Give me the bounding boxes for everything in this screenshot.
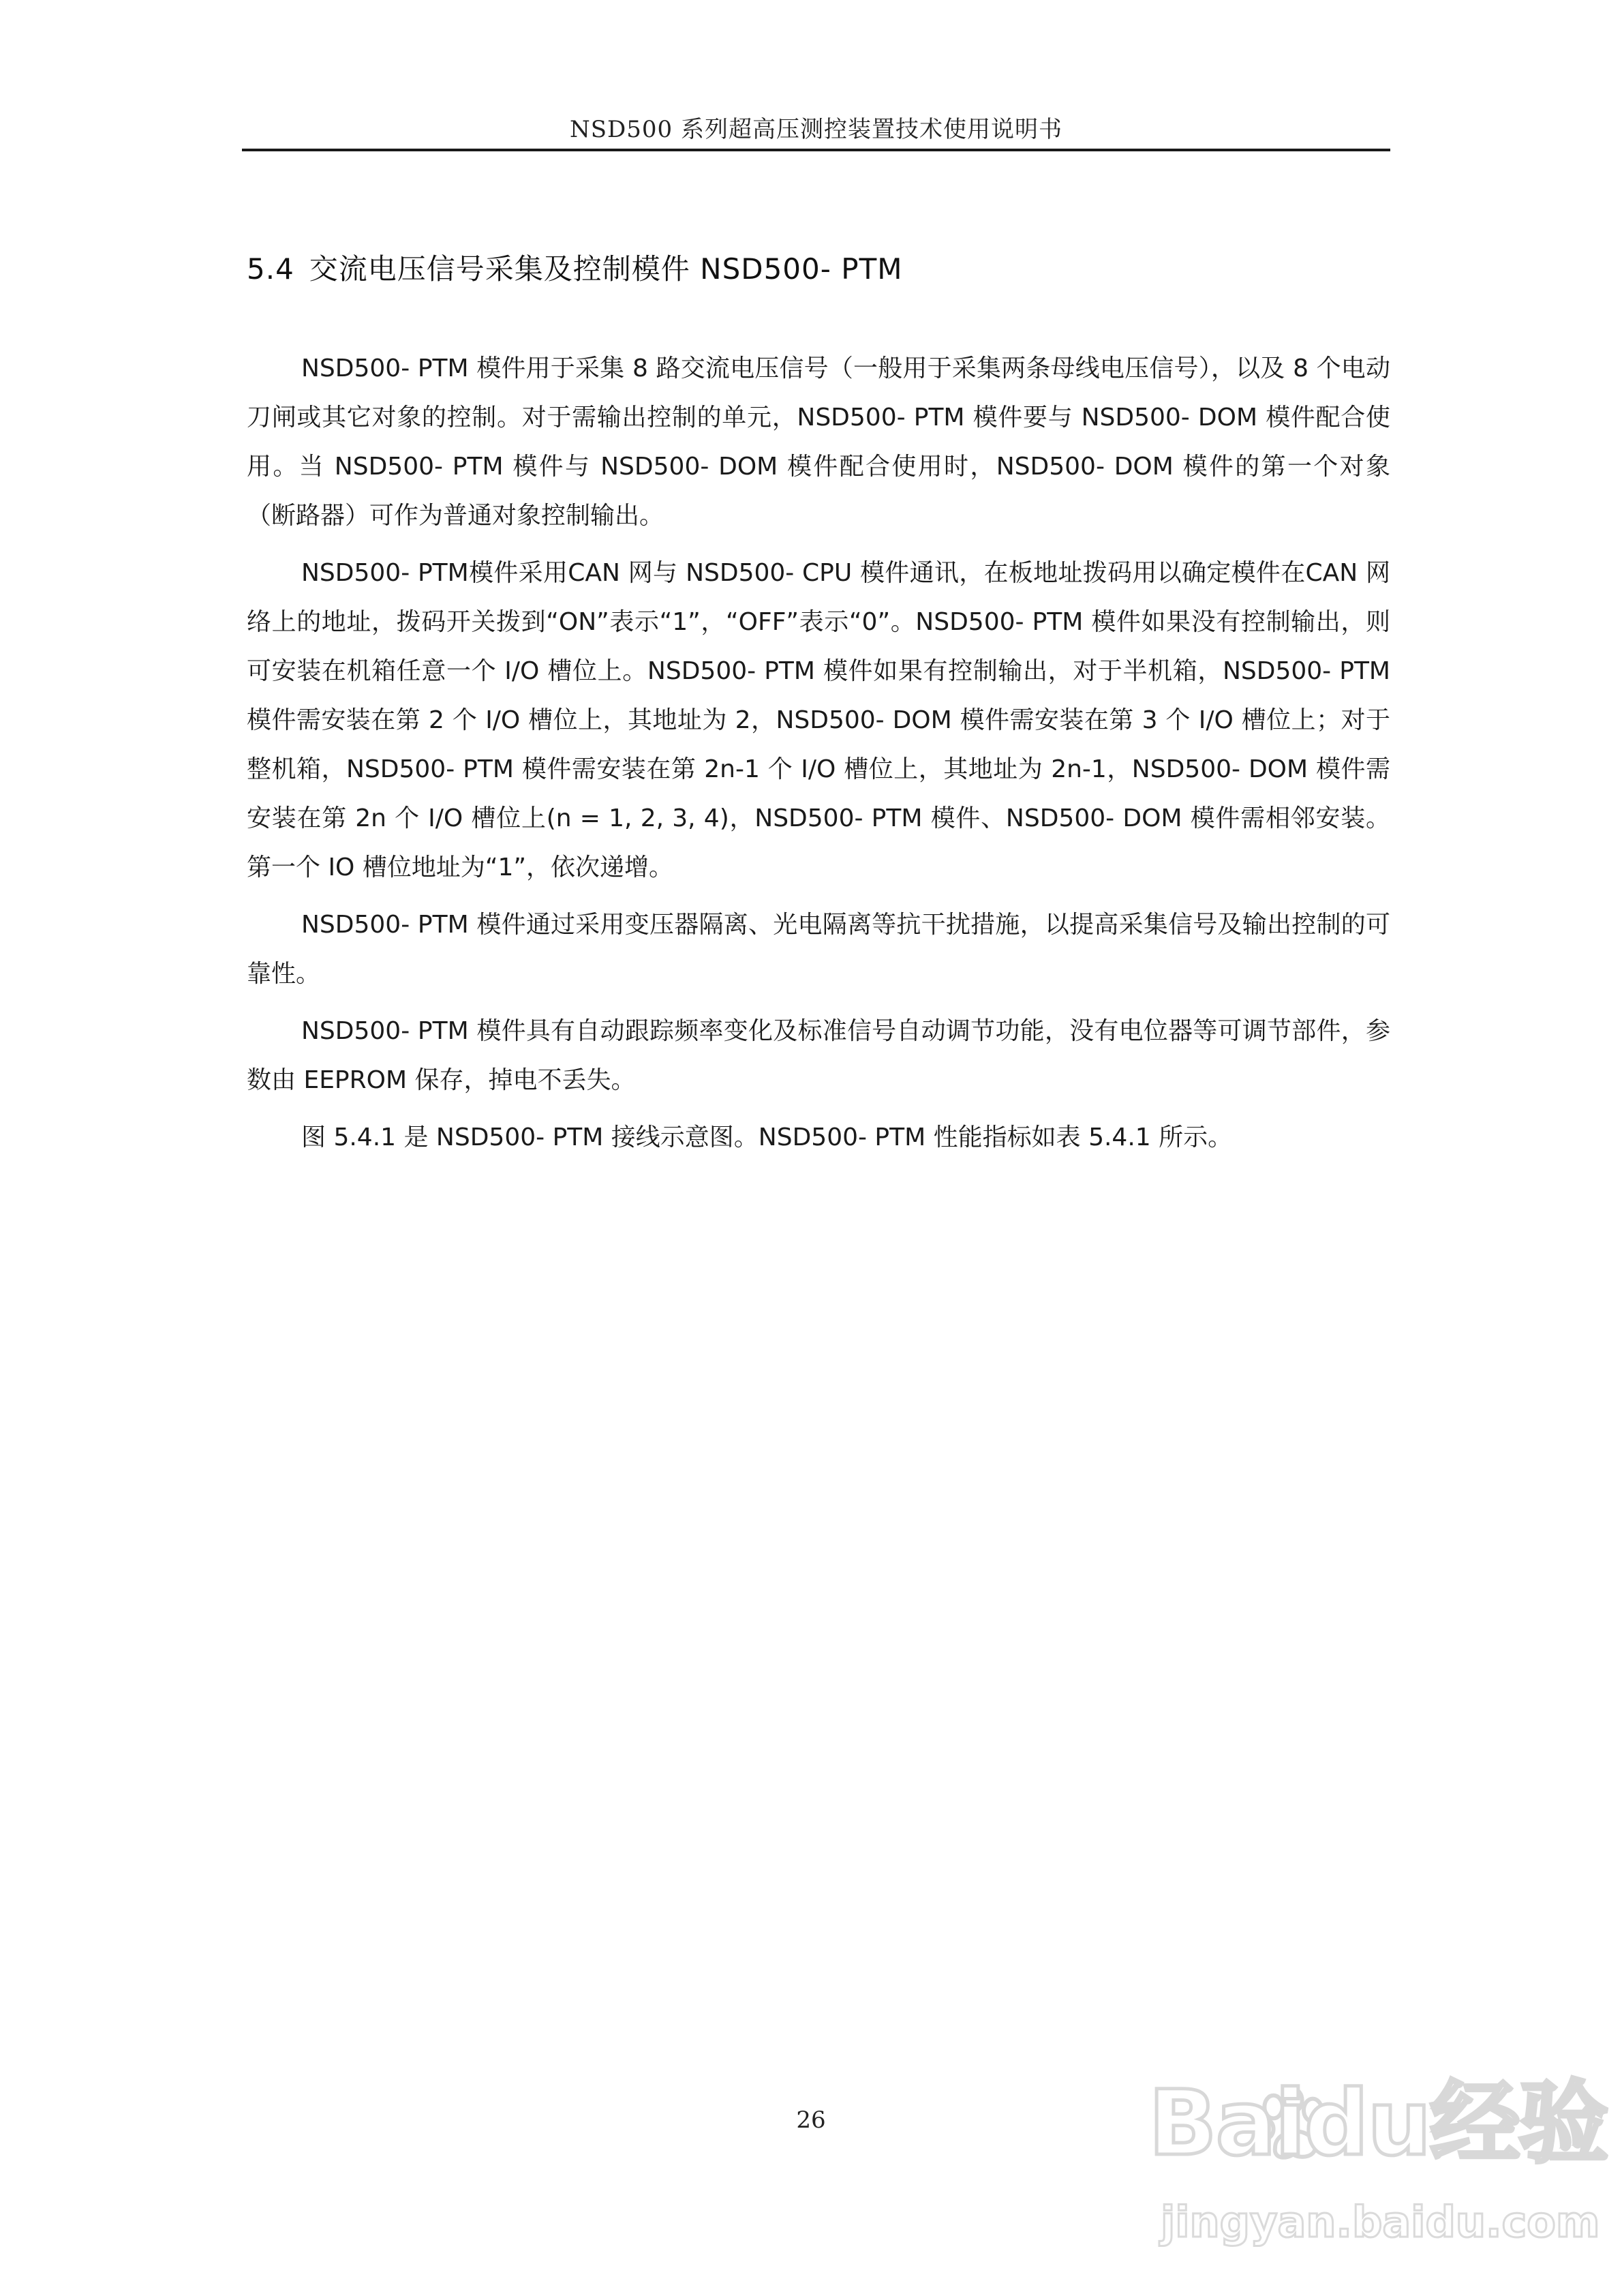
page-header-title: NSD500 系列超高压测控装置技术使用说明书 — [569, 116, 1062, 143]
section-heading — [247, 247, 902, 288]
watermark-url: jingyan.baidu.com — [1161, 2197, 1600, 2247]
page-number: 26 — [796, 2106, 826, 2134]
section-title-text: 交流电压信号采集及控制模件 NSD500- PTM — [309, 252, 903, 286]
body-text — [247, 344, 1390, 1170]
section-number: 5.4 — [247, 252, 294, 286]
paragraph: 图 5.4.1 是 NSD500- PTM 接线示意图。NSD500- PTM 性能指标如表 5.4.1 所示。 — [301, 1123, 1233, 1151]
baidu-jingyan-watermark — [1148, 2069, 1608, 2274]
paragraph: NSD500- PTM模件采用CAN 网与 NSD500- CPU 模件通讯，在板地址拨码用以确定模件在CAN 网络上的地址，拨码开关拨到“ON”表示“1”，“OFF”表示“0”。NSD500- PTM 模件如果没有控制输出，则可安装在机箱任意一个 I/O 槽位上。NSD500- PTM 模件如果有控制输出，对于半机箱，NSD500- PTM 模件需安装在第 2 个 I/O 槽位上，其地址为 2，NSD500- DOM 模件需安装在第 3 个 I/O 槽位上；对于整机箱，NSD500- PTM 模件需安装在第 2n-1 个 I/O 槽位上，其地址为 2n-1，NSD500- DOM 模件需安装在第 2n 个 I/O 槽位上(n = 1, 2, 3, 4)，NSD500- PTM 模件、NSD500- DOM 模件需相邻安装。第一个 IO 槽位地址为“1”，依次递增。 — [247, 559, 1390, 881]
watermark-brand: Baidu经验 — [1148, 2071, 1608, 2176]
paragraph: NSD500- PTM 模件用于采集 8 路交流电压信号（一般用于采集两条母线电压信号），以及 8 个电动刀闸或其它对象的控制。对于需输出控制的单元，NSD500- PTM 模件要与 NSD500- DOM 模件配合使用。当 NSD500- PTM 模件与 NSD500- DOM 模件配合使用时，NSD500- DOM 模件的第一个对象（断路器）可作为普通对象控制输出。 — [247, 354, 1390, 530]
paragraph: NSD500- PTM 模件具有自动跟踪频率变化及标准信号自动调节功能，没有电位器等可调节部件，参数由 EEPROM 保存，掉电不丢失。 — [247, 1017, 1390, 1094]
paragraph: NSD500- PTM 模件通过采用变压器隔离、光电隔离等抗干扰措施，以提高采集信号及输出控制的可靠性。 — [247, 911, 1390, 988]
header-divider — [242, 149, 1390, 151]
